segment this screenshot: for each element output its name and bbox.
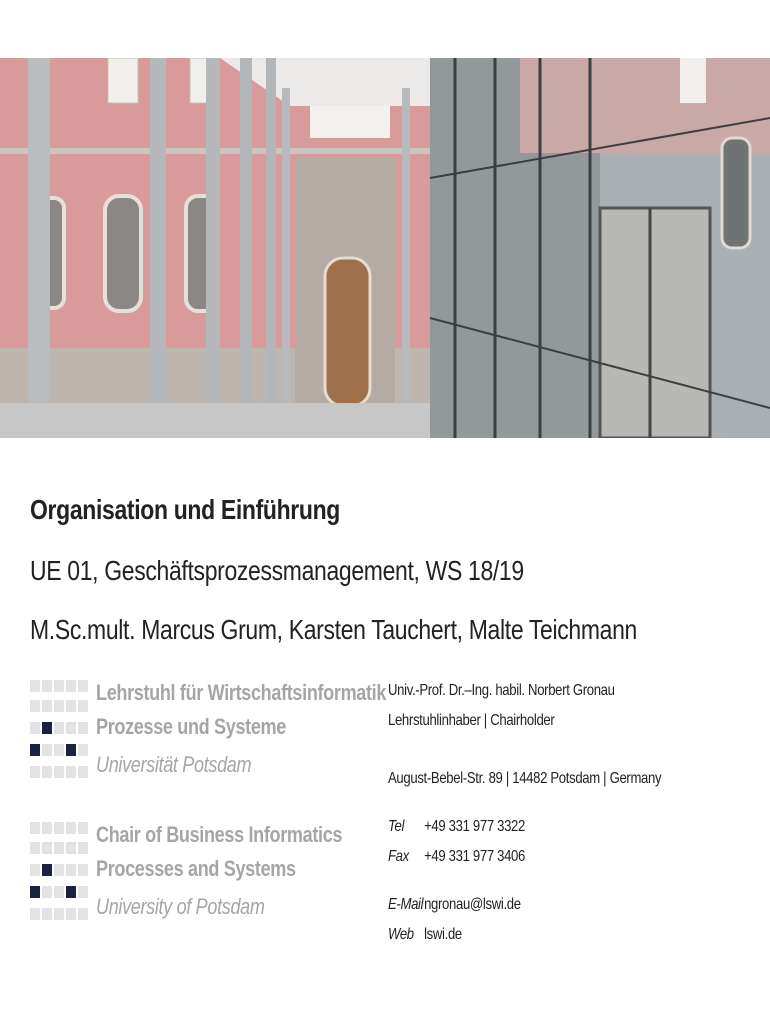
web-link[interactable]: lswi.de bbox=[424, 926, 462, 943]
tel-label: Tel bbox=[388, 818, 405, 835]
logo-de-line3: Universität Potsdam bbox=[96, 752, 252, 777]
logo-en-line1: Chair of Business Informatics bbox=[96, 822, 343, 847]
fax-value: +49 331 977 3406 bbox=[424, 848, 525, 865]
contact-address: August-Bebel-Str. 89 | 14482 Potsdam | Germany bbox=[388, 770, 662, 787]
logo-de-line2: Prozesse und Systeme bbox=[96, 714, 286, 739]
contact-tel bbox=[388, 818, 525, 836]
email-label: E-Mail bbox=[388, 896, 424, 913]
logo-text-de bbox=[96, 676, 386, 782]
logo-text-en bbox=[96, 818, 342, 924]
contact-email bbox=[388, 896, 521, 914]
contact-fax bbox=[388, 848, 525, 866]
email-link[interactable]: ngronau@lswi.de bbox=[424, 896, 521, 913]
logo-en-line3: University of Potsdam bbox=[96, 894, 265, 919]
page-subtitle: UE 01, Geschäftsprozessmanagement, WS 18/19 bbox=[30, 555, 524, 586]
contact-name: Univ.-Prof. Dr.–Ing. habil. Norbert Gronau bbox=[388, 682, 615, 699]
logo-en-line2: Processes and Systems bbox=[96, 856, 296, 881]
contact-web bbox=[388, 926, 462, 944]
logo-de-line1: Lehrstuhl für Wirtschaftsinformatik bbox=[96, 680, 387, 705]
contact-role: Lehrstuhlinhaber | Chairholder bbox=[388, 712, 555, 729]
tel-value: +49 331 977 3322 bbox=[424, 818, 525, 835]
web-label: Web bbox=[388, 926, 414, 943]
fax-label: Fax bbox=[388, 848, 409, 865]
authors: M.Sc.mult. Marcus Grum, Karsten Tauchert, Malte Teichmann bbox=[30, 614, 637, 645]
page-title: Organisation und Einführung bbox=[30, 494, 341, 525]
header-photo bbox=[0, 58, 770, 438]
